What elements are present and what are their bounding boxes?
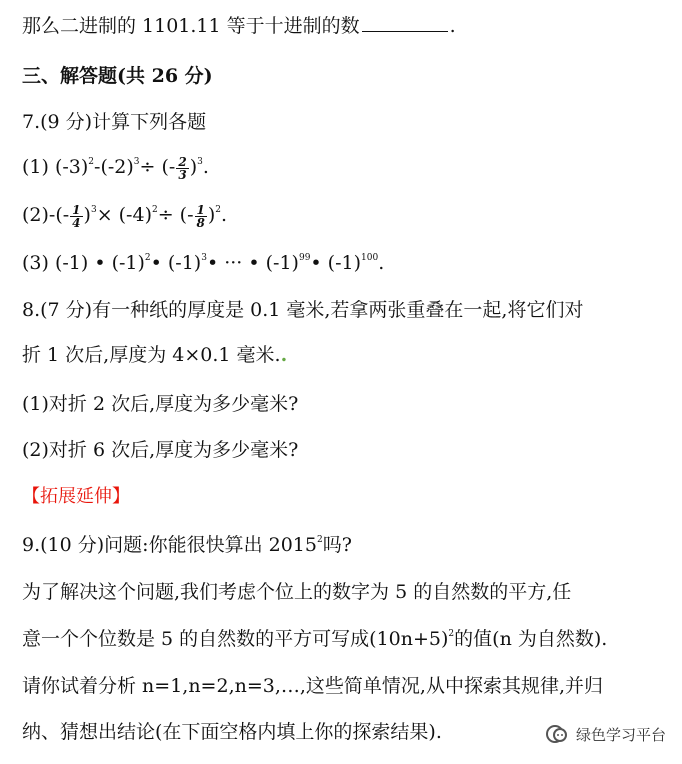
section-heading: 三、解答题(共 26 分) [22,65,213,87]
question-9-para-1: 为了解决这个问题,我们考虑个位上的数字为 5 的自然数的平方,任 [22,581,572,603]
question-9-para-2: 意一个个位数是 5 的自然数的平方可写成$(10n+5)^2$的值(n 为自然数). [22,628,608,650]
question-7-part-3: (3) (-1) • $(-1)^2•$ $(-1)^3•$ ··· • $(-1)^{99}•$ $(-1)^{100}$. [22,252,385,274]
wechat-official-account-icon [544,723,570,745]
question-8-part-1: (1)对折 2 次后,厚度为多少毫米? [22,393,299,415]
question-8-line-1: 8.(7 分)有一种纸的厚度是 0.1 毫米,若拿两张重叠在一起,将它们对 [22,299,584,321]
watermark [544,723,666,745]
extension-heading: 【拓展延伸】 [22,486,130,507]
question-9-para-4: 纳、猜想出结论(在下面空格内填上你的探索结果). [22,721,442,743]
question-9-title: 9.(10 分)问题:你能很快算出 2015$^2$吗? [22,534,352,556]
question-8-part-2: (2)对折 6 次后,厚度为多少毫米? [22,439,299,461]
question-9-para-3: 请你试着分析 n=1,n=2,n=3,…,这些简单情况,从中探索其规律,并归 [22,675,604,697]
fraction: $\frac{1}{8}$ [196,202,205,230]
question-8-line-2: 折 1 次后,厚度为 4×0.1 毫米.. [22,344,288,366]
question-7-part-2: (2)-(- $\frac{1}{4}$ )$^3\times (-4)^2\div$ (- $\frac{1}{8}$ )$^2$. [22,202,228,230]
watermark-text: 绿色学习平台 [575,725,666,744]
fraction: $\frac{1}{4}$ [72,202,81,230]
fraction: $\frac{2}{3}$ [178,154,187,182]
green-mark: . [280,344,288,366]
answer-blank [362,15,448,32]
binary-question-text: 那么二进制的 1101.11 等于十进制的数 [22,15,360,37]
line-binary-question: 那么二进制的 1101.11 等于十进制的数 . [22,15,456,37]
question-7-title: 7.(9 分)计算下列各题 [22,111,207,133]
question-7-part-1: (1) $(-3)^2-(-2)^3\div$ (- $\frac{2}{3}$ )$^3$. [22,154,209,182]
